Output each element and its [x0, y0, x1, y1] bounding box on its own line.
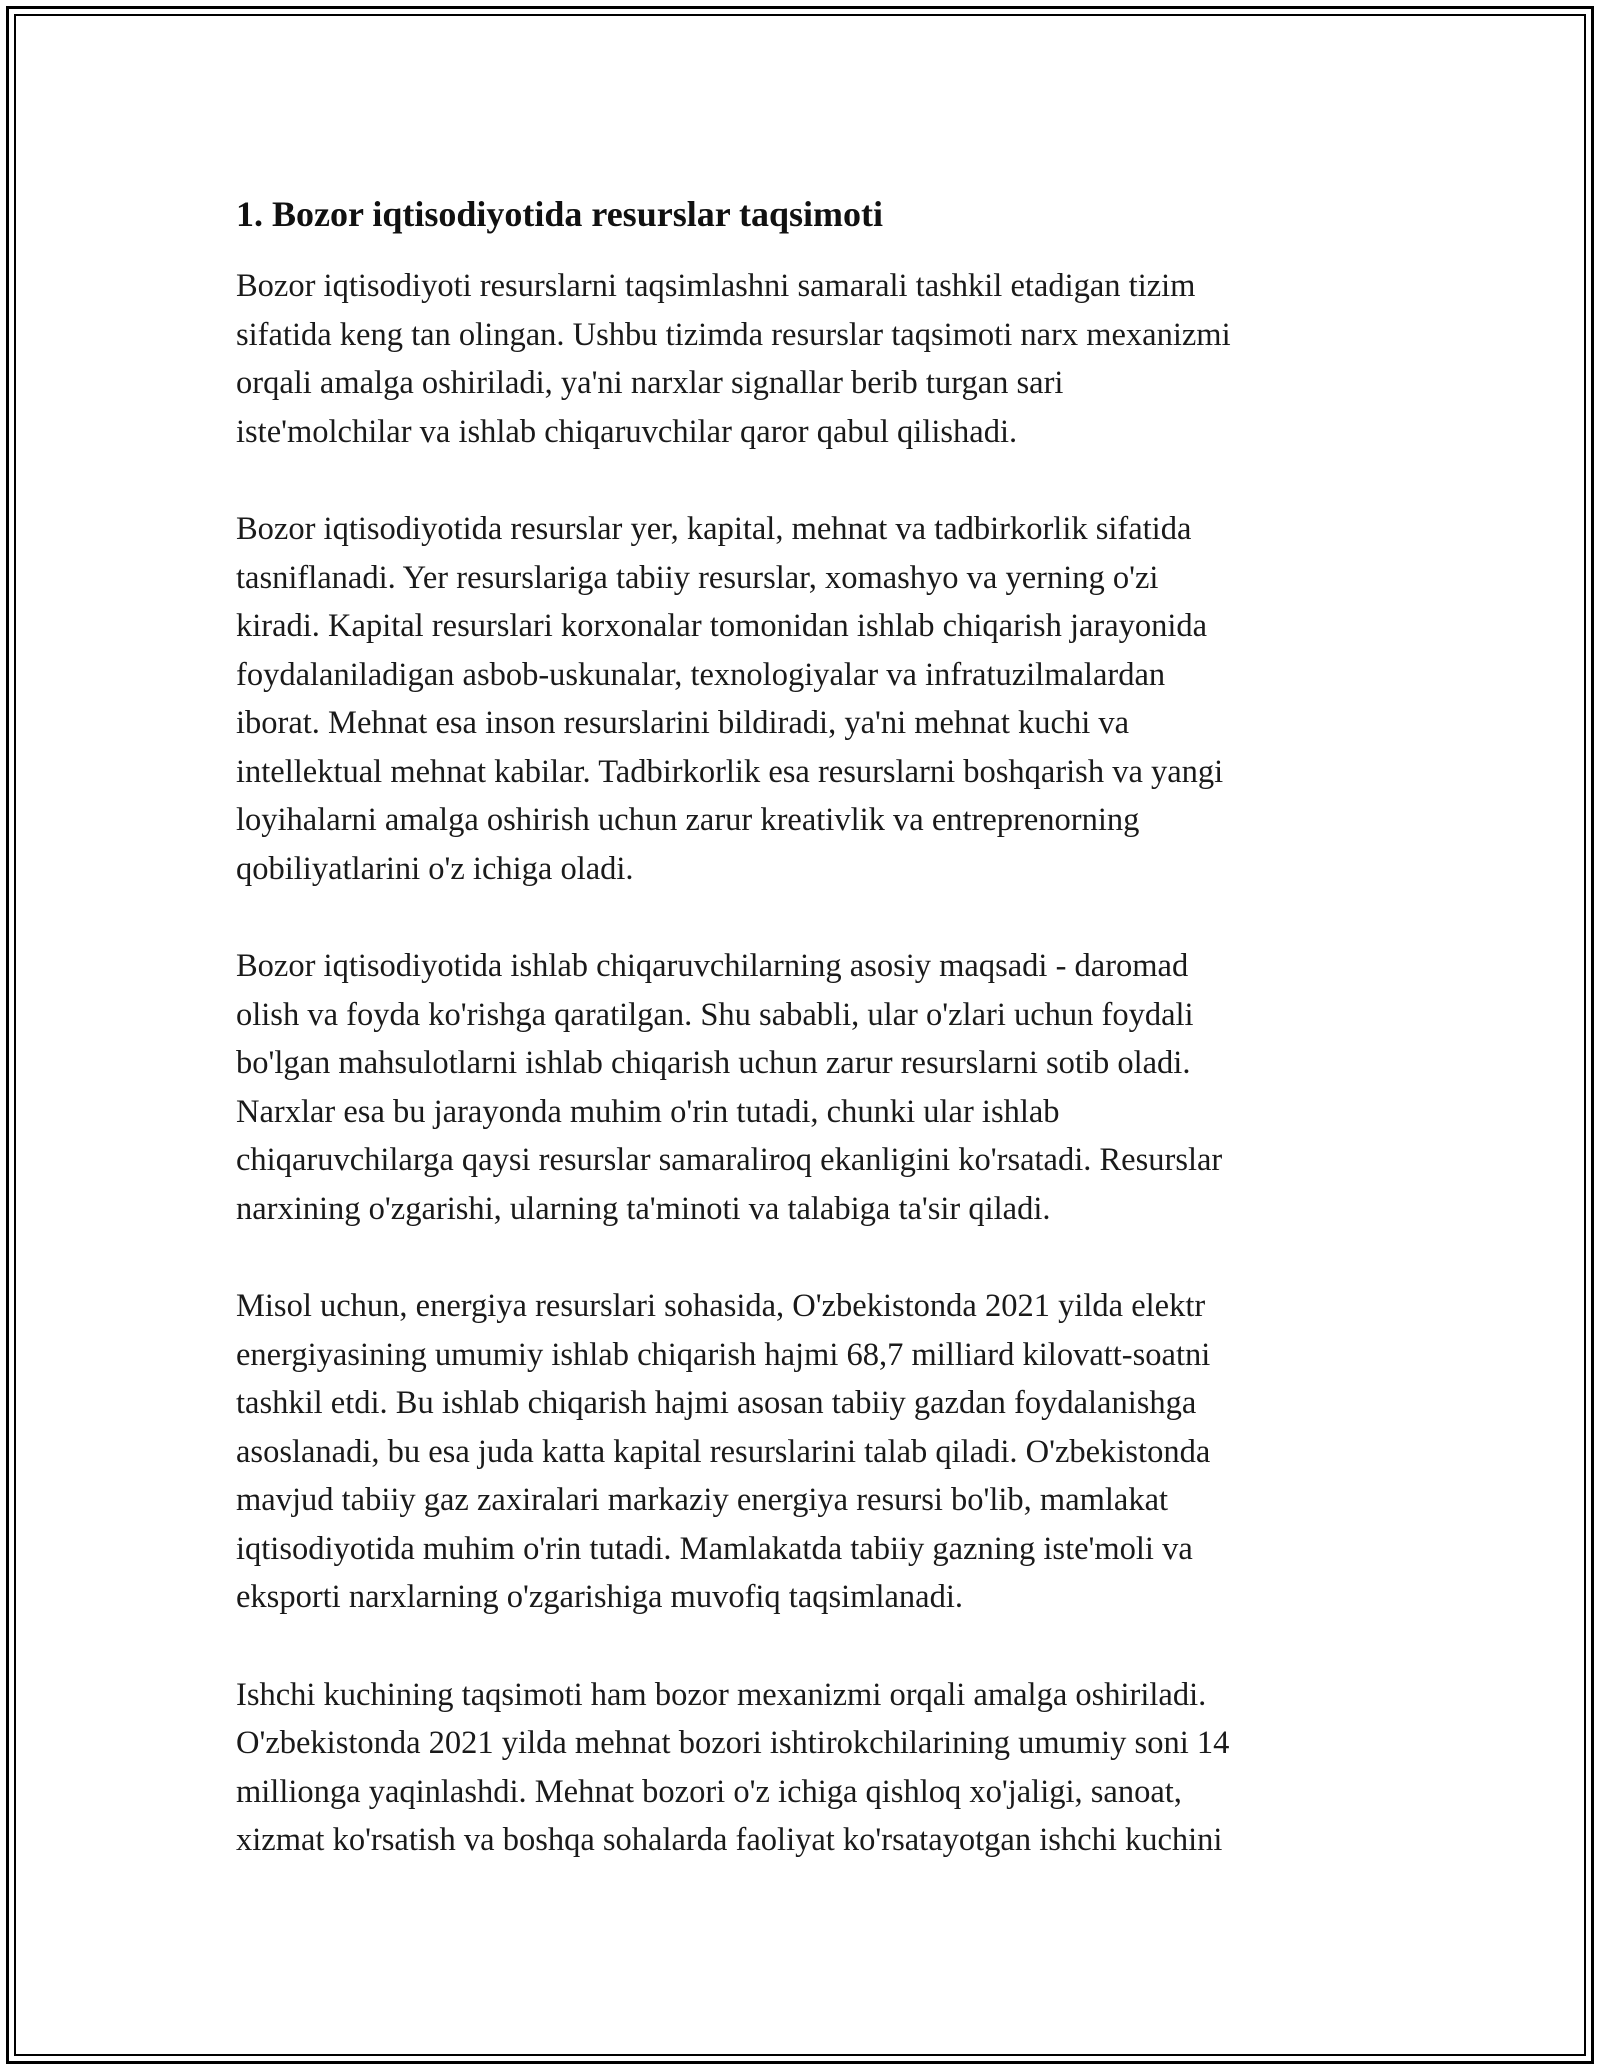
paragraph-1: Bozor iqtisodiyoti resurslarni taqsimlashni samarali tashkil etadigan tizim sifatida keng tan olingan. Ushbu tizimda resurslar taqsimoti narx mexanizmi orqali amalga oshiriladi, ya'ni narxlar signallar berib turgan sari iste'molchilar va ishlab chiqaruvchilar qaror qabul qilishadi.: [236, 268, 1231, 450]
paragraph-2: Bozor iqtisodiyotida resurslar yer, kapital, mehnat va tadbirkorlik sifatida tasniflanadi. Yer resurslariga tabiiy resurslar, xomashyo va yerning o'zi kiradi. Kapital resurslari korxonalar tomonidan ishlab chiqarish jarayonida foydalaniladigan asbob-uskunalar, texnologiyalar va infratuzilmalardan iborat. Mehnat esa inson resurslarini bildiradi, ya'ni mehnat kuchi va intellektual mehnat kabilar. Tadbirkorlik esa resurslarni boshqarish va yangi loyihalarni amalga oshirish uchun zarur kreativlik va entreprenorning qobiliyatlarini o'z ichiga oladi.: [236, 511, 1224, 887]
paragraph-4: Misol uchun, energiya resurslari sohasida, O'zbekistonda 2021 yilda elektr energiyasining umumiy ishlab chiqarish hajmi 68,7 milliard kilovatt-soatni tashkil etdi. Bu ishlab chiqarish hajmi asosan tabiiy gazdan foydalanishga asoslanadi, bu esa juda katta kapital resurslarini talab qiladi. O'zbekistonda mavjud tabiiy gaz zaxiralari markaziy energiya resursi bo'lib, mamlakat iqtisodiyotida muhim o'rin tutadi. Mamlakatda tabiiy gazning iste'moli va eksporti narxlarning o'zgarishiga muvofiq taqsimlanadi.: [236, 1288, 1211, 1615]
document-body: [236, 188, 1366, 1914]
paragraph-5: Ishchi kuchining taqsimoti ham bozor mexanizmi orqali amalga oshiriladi. O'zbekistonda 2021 yilda mehnat bozori ishtirokchilarining umumiy soni 14 millionga yaqinlashdi. Mehnat bozori o'z ichiga qishloq xo'jaligi, sanoat, xizmat ko'rsatish va boshqa sohalarda faoliyat ko'rsatayotgan ishchi kuchini: [236, 1676, 1230, 1858]
paragraph-3: Bozor iqtisodiyotida ishlab chiqaruvchilarning asosiy maqsadi - daromad olish va foyda ko'rishga qaratilgan. Shu sababli, ular o'zlari uchun foydali bo'lgan mahsulotlarni ishlab chiqarish uchun zarur resurslarni sotib oladi. Narxlar esa bu jarayonda muhim o'rin tutadi, chunki ular ishlab chiqaruvchilarga qaysi resurslar samaraliroq ekanligini ko'rsatadi. Resurslar narxining o'zgarishi, ularning ta'minoti va talabiga ta'sir qiladi.: [236, 948, 1223, 1227]
section-heading: 1. Bozor iqtisodiyotida resurslar taqsimoti: [236, 194, 884, 234]
